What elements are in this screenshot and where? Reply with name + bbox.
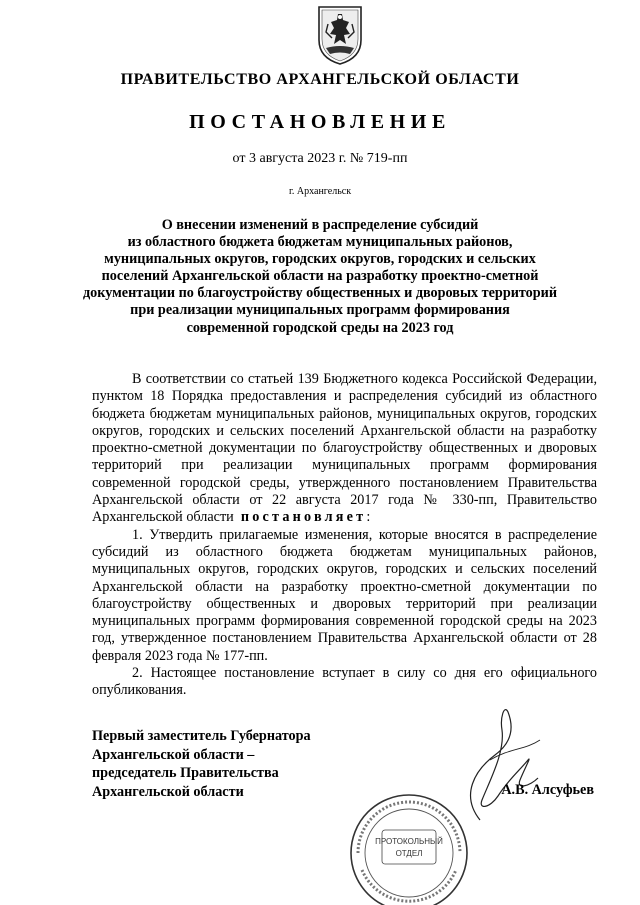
signatory-line: Архангельской области –: [92, 746, 255, 763]
title-line: документации по благоустройству общественных и дворовых территорий: [82, 285, 557, 302]
signatory-line: Архангельской области: [92, 783, 244, 800]
item-2-paragraph: 2. Настоящее постановление вступает в силу со дня его официального опубликования.: [92, 665, 597, 699]
city: г. Архангельск: [288, 186, 352, 197]
svg-text:ПРОТОКОЛЬНЫЙ: ПРОТОКОЛЬНЫЙ: [375, 837, 443, 846]
svg-text:ОТДЕЛ: ОТДЕЛ: [395, 849, 423, 858]
item-1-paragraph: 1. Утвердить прилагаемые изменения, которые вносятся в распределение субсидий из областного бюджета бюджетам муниципальных районов, муниципальных округов, городских округов, городских и сельских поселений Архангельской области на разработку проектно-сметной документации по благоустройству общественных и дворовых территорий при реализации муниципальных программ формирования современной городской среды на 2023 год, утвержденное постановлением Правительства Архангельской области от 28 февраля 2023 года № 177-пп.: [92, 526, 597, 664]
title-line: из областного бюджета бюджетам муниципальных районов,: [127, 234, 513, 251]
signatory-line: Первый заместитель Губернатора: [92, 728, 311, 744]
title-line: муниципальных округов, городских округов, городских и сельских: [104, 251, 536, 268]
signatory-name: А.В. Алсуфьев: [501, 782, 594, 798]
title-line: современной городской среды на 2023 год: [186, 319, 454, 336]
date-and-number: от 3 августа 2023 г. № 719-пп: [232, 151, 408, 166]
document-type: ПОСТАНОВЛЕНИЕ: [189, 111, 451, 133]
document-title: [80, 217, 560, 337]
title-line: при реализации муниципальных программ формирования: [130, 302, 510, 319]
signatory-line: председатель Правительства: [92, 765, 279, 782]
government-name: ПРАВИТЕЛЬСТВО АРХАНГЕЛЬСКОЙ ОБЛАСТИ: [120, 71, 520, 88]
resolves-word: постановляет: [240, 509, 367, 526]
coat-of-arms-icon: [316, 4, 364, 66]
preamble-paragraph: [92, 371, 597, 527]
resolves-colon: :: [366, 509, 371, 526]
preamble-text: В соответствии со статьей 139 Бюджетного кодекса Российской Федерации, пунктом 18 Порядка предоставления и распределения субсидий из областного бюджета бюджетам муниципальных районов, муниципальных округов, городских округов, городских и сельских поселений Архангельской области на разработку проектно-сметной документации по благоустройству общественных и дворовых территорий при реализации муниципальных программ формирования современной городской среды, утвержденного постановлением Правительства Архангельской области от 22 августа 2017 года № 330-пп, Правительство Архангельской области: [92, 371, 597, 526]
document-body: [92, 371, 597, 700]
signatory-position: [92, 727, 311, 801]
title-line: поселений Архангельской области на разработку проектно-сметной: [101, 268, 539, 285]
round-seal-stamp: [346, 790, 472, 905]
title-line: О внесении изменений в распределение субсидий: [161, 217, 479, 233]
